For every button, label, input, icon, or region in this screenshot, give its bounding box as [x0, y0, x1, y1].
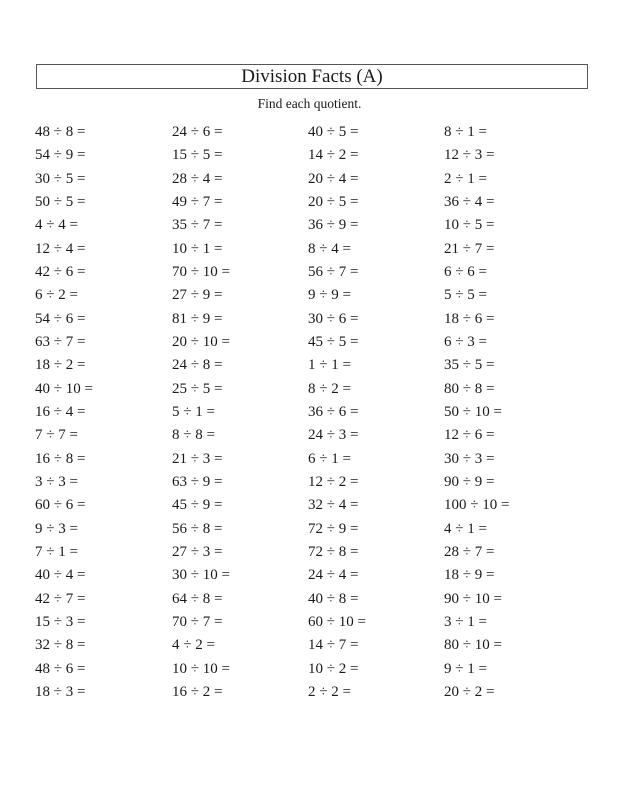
division-problem: 100 ÷ 10 = [444, 497, 510, 514]
division-problem: 3 ÷ 3 = [35, 473, 78, 490]
division-problem: 42 ÷ 6 = [35, 263, 86, 280]
instructions: Find each quotient. [257, 96, 362, 111]
division-problem: 40 ÷ 5 = [308, 124, 359, 140]
division-problem: 72 ÷ 9 = [308, 520, 359, 537]
division-problem: 90 ÷ 9 = [444, 473, 495, 490]
division-problem: 24 ÷ 6 = [172, 124, 223, 140]
division-problem: 14 ÷ 2 = [308, 147, 359, 164]
division-problem: 12 ÷ 3 = [444, 147, 495, 164]
division-problem: 35 ÷ 5 = [444, 357, 495, 374]
division-problem: 20 ÷ 2 = [444, 683, 495, 700]
division-problem: 18 ÷ 9 = [444, 567, 495, 584]
division-problem: 28 ÷ 4 = [172, 170, 223, 187]
division-problem: 9 ÷ 1 = [444, 660, 487, 677]
division-problem: 6 ÷ 1 = [308, 450, 351, 467]
division-problem: 30 ÷ 10 = [172, 567, 230, 584]
division-problem: 14 ÷ 7 = [308, 637, 359, 654]
division-problem: 6 ÷ 6 = [444, 263, 487, 280]
division-problem: 48 ÷ 8 = [35, 124, 86, 140]
division-problem: 90 ÷ 10 = [444, 590, 502, 607]
division-problem: 12 ÷ 6 = [444, 427, 495, 444]
division-problem: 4 ÷ 4 = [35, 217, 78, 234]
division-problem: 30 ÷ 3 = [444, 450, 495, 467]
division-problem: 60 ÷ 10 = [308, 613, 366, 630]
division-problem: 32 ÷ 4 = [308, 497, 359, 514]
division-problem: 24 ÷ 3 = [308, 427, 359, 444]
division-problem: 81 ÷ 9 = [172, 310, 223, 327]
division-problem: 15 ÷ 3 = [35, 613, 86, 630]
division-problem: 2 ÷ 2 = [308, 683, 351, 700]
division-problem: 16 ÷ 4 = [35, 403, 86, 420]
division-problem: 8 ÷ 8 = [172, 427, 215, 444]
division-problem: 32 ÷ 8 = [35, 637, 86, 654]
division-problem: 10 ÷ 2 = [308, 660, 359, 677]
division-problem: 20 ÷ 4 = [308, 170, 359, 187]
division-problem: 45 ÷ 9 = [172, 497, 223, 514]
division-problem: 42 ÷ 7 = [35, 590, 86, 607]
division-problem: 60 ÷ 6 = [35, 497, 86, 514]
division-problem: 54 ÷ 6 = [35, 310, 86, 327]
division-problem: 9 ÷ 3 = [35, 520, 78, 537]
title-box [36, 64, 588, 89]
division-problem: 8 ÷ 1 = [444, 124, 487, 140]
division-problem: 56 ÷ 7 = [308, 263, 359, 280]
division-problem: 8 ÷ 4 = [308, 240, 351, 257]
division-problem: 5 ÷ 1 = [172, 403, 215, 420]
division-problem: 20 ÷ 10 = [172, 333, 230, 350]
division-problem: 10 ÷ 10 = [172, 660, 230, 677]
division-problem: 16 ÷ 8 = [35, 450, 86, 467]
division-problem: 30 ÷ 6 = [308, 310, 359, 327]
division-problem: 48 ÷ 6 = [35, 660, 86, 677]
division-problem: 36 ÷ 6 = [308, 403, 359, 420]
division-problem: 21 ÷ 7 = [444, 240, 495, 257]
division-problem: 40 ÷ 8 = [308, 590, 359, 607]
division-problem: 24 ÷ 8 = [172, 357, 223, 374]
division-problem: 40 ÷ 10 = [35, 380, 93, 397]
division-problem: 50 ÷ 10 = [444, 403, 502, 420]
worksheet-title: Division Facts (A) [241, 65, 383, 87]
division-problem: 27 ÷ 9 = [172, 287, 223, 304]
division-problem: 25 ÷ 5 = [172, 380, 223, 397]
division-problem: 4 ÷ 1 = [444, 520, 487, 537]
division-problem: 56 ÷ 8 = [172, 520, 223, 537]
division-problem: 5 ÷ 5 = [444, 287, 487, 304]
division-problem: 10 ÷ 5 = [444, 217, 495, 234]
division-problem: 49 ÷ 7 = [172, 193, 223, 210]
division-problem: 2 ÷ 1 = [444, 170, 487, 187]
division-problem: 80 ÷ 10 = [444, 637, 502, 654]
division-problem: 30 ÷ 5 = [35, 170, 86, 187]
division-problem: 27 ÷ 3 = [172, 543, 223, 560]
division-problem: 54 ÷ 9 = [35, 147, 86, 164]
division-problem: 7 ÷ 1 = [35, 543, 78, 560]
division-problem: 18 ÷ 6 = [444, 310, 495, 327]
division-problem: 1 ÷ 1 = [308, 357, 351, 374]
division-problem: 6 ÷ 3 = [444, 333, 487, 350]
division-problem: 16 ÷ 2 = [172, 683, 223, 700]
division-problem: 10 ÷ 1 = [172, 240, 223, 257]
division-problem: 20 ÷ 5 = [308, 193, 359, 210]
division-problem: 63 ÷ 9 = [172, 473, 223, 490]
division-problem: 24 ÷ 4 = [308, 567, 359, 584]
division-problem: 9 ÷ 9 = [308, 287, 351, 304]
division-problem: 70 ÷ 7 = [172, 613, 223, 630]
division-problem: 18 ÷ 3 = [35, 683, 86, 700]
division-problem: 7 ÷ 7 = [35, 427, 78, 444]
division-problem: 6 ÷ 2 = [35, 287, 78, 304]
division-problem: 64 ÷ 8 = [172, 590, 223, 607]
division-problem: 36 ÷ 4 = [444, 193, 495, 210]
division-problem: 80 ÷ 8 = [444, 380, 495, 397]
division-problem: 12 ÷ 2 = [308, 473, 359, 490]
division-problem: 45 ÷ 5 = [308, 333, 359, 350]
division-problem: 15 ÷ 5 = [172, 147, 223, 164]
division-problem: 36 ÷ 9 = [308, 217, 359, 234]
division-problem: 63 ÷ 7 = [35, 333, 86, 350]
division-problem: 40 ÷ 4 = [35, 567, 86, 584]
division-problem: 8 ÷ 2 = [308, 380, 351, 397]
division-problem: 70 ÷ 10 = [172, 263, 230, 280]
division-problem: 12 ÷ 4 = [35, 240, 86, 257]
division-problem: 72 ÷ 8 = [308, 543, 359, 560]
division-problem: 18 ÷ 2 = [35, 357, 86, 374]
division-problem: 21 ÷ 3 = [172, 450, 223, 467]
division-problem: 3 ÷ 1 = [444, 613, 487, 630]
division-problem: 4 ÷ 2 = [172, 637, 215, 654]
division-problem: 28 ÷ 7 = [444, 543, 495, 560]
division-problem: 50 ÷ 5 = [35, 193, 86, 210]
division-problem: 35 ÷ 7 = [172, 217, 223, 234]
